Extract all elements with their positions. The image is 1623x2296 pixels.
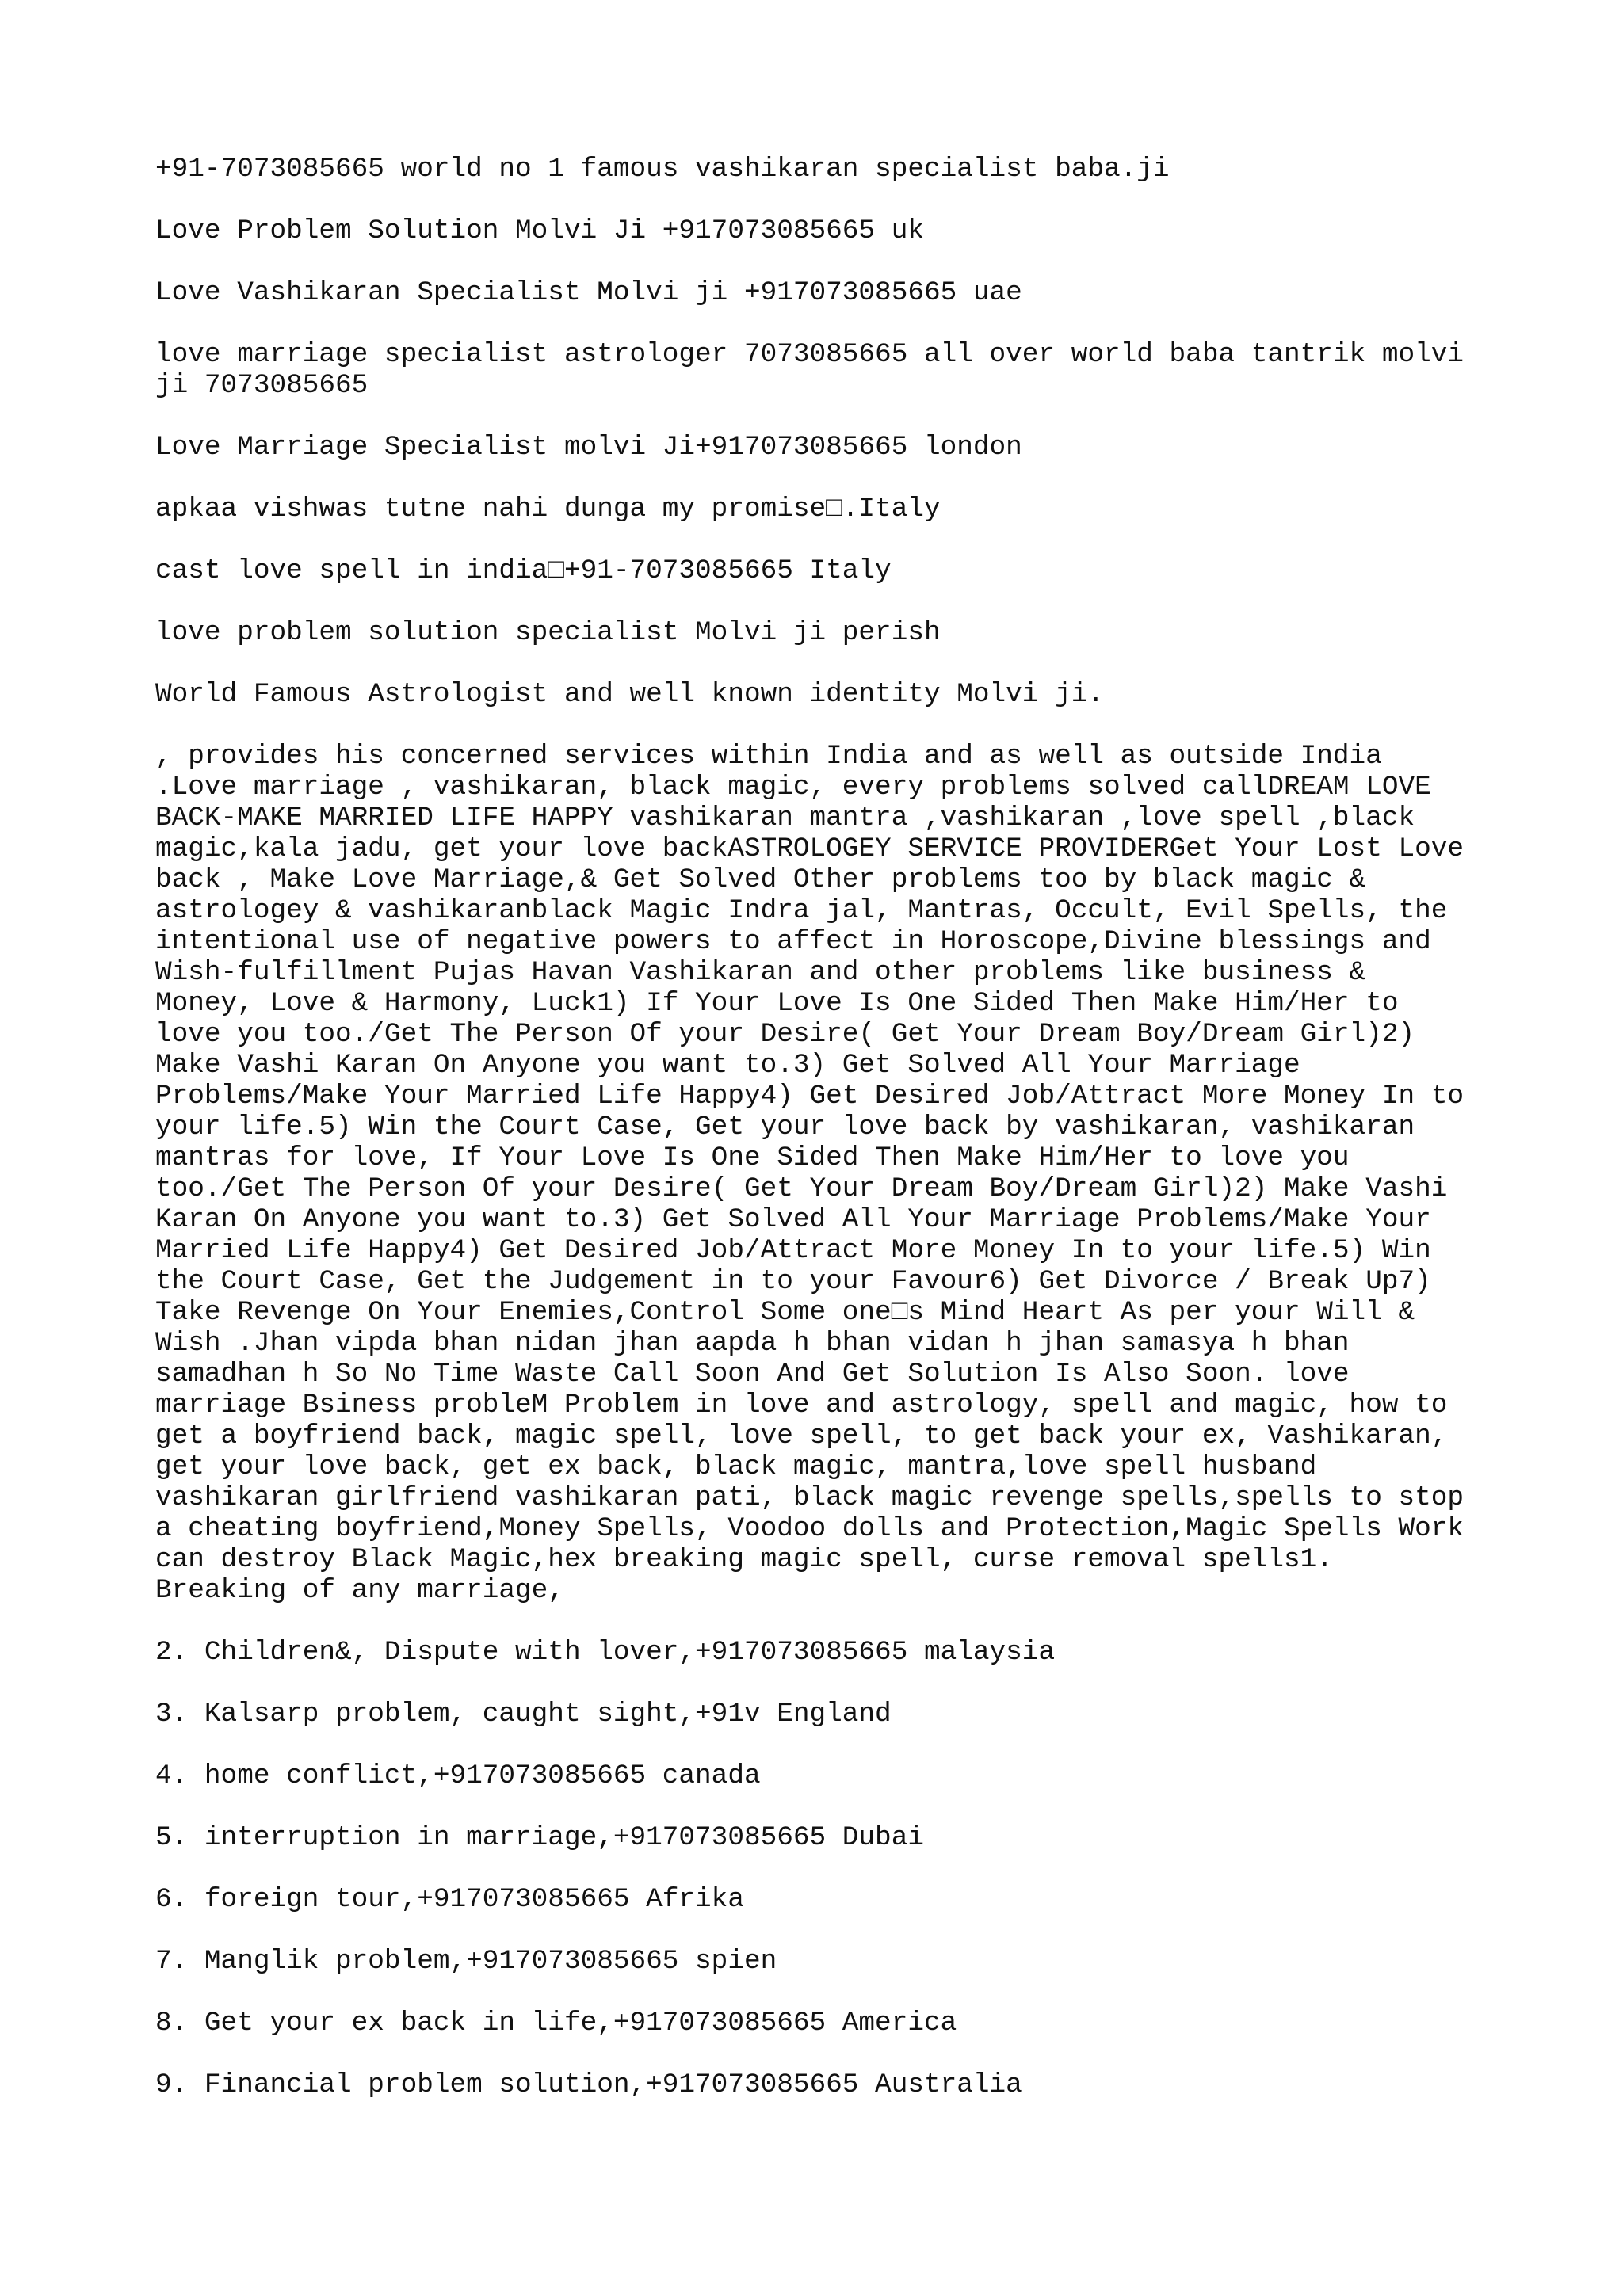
text-line: 4. home conflict,+917073085665 canada bbox=[155, 1760, 761, 1791]
paragraph bbox=[155, 215, 1464, 246]
text-line: +91-7073085665 world no 1 famous vashikaran specialist baba.ji bbox=[155, 154, 1170, 185]
text-line: cast love spell in india□+91-7073085665 Italy bbox=[155, 555, 892, 586]
text-line: , provides his concerned services within India and as well as outside India bbox=[155, 741, 1382, 772]
numbered-list-item bbox=[155, 2008, 1464, 2039]
numbered-list-item bbox=[155, 1884, 1464, 1915]
paragraph bbox=[155, 617, 1464, 648]
text-line: 5. interruption in marriage,+917073085665 Dubai bbox=[155, 1822, 924, 1853]
paragraph bbox=[155, 277, 1464, 308]
paragraph bbox=[155, 154, 1464, 185]
text-line: Breaking of any marriage, bbox=[155, 1575, 564, 1606]
text-line: love you too./Get The Person Of your Desire( Get Your Dream Boy/Dream Girl)2) bbox=[155, 1019, 1415, 1050]
text-line: 3. Kalsarp problem, caught sight,+91v England bbox=[155, 1699, 892, 1730]
text-line: Wish .Jhan vipda bhan nidan jhan aapda h bhan vidan h jhan samasya h bhan bbox=[155, 1328, 1350, 1359]
text-line: samadhan h So No Time Waste Call Soon And Get Solution Is Also Soon. love bbox=[155, 1359, 1350, 1390]
text-line: love problem solution specialist Molvi ji perish bbox=[155, 617, 941, 648]
document-body bbox=[155, 154, 1464, 2131]
numbered-list-item bbox=[155, 2069, 1464, 2100]
text-line: apkaa vishwas tutne nahi dunga my promise□.Italy bbox=[155, 494, 941, 524]
text-line: Karan On Anyone you want to.3) Get Solved All Your Marriage Problems/Make Your bbox=[155, 1204, 1431, 1235]
text-line: magic,kala jadu, get your love backASTROLOGEY SERVICE PROVIDERGet Your Lost Love bbox=[155, 833, 1465, 864]
paragraph bbox=[155, 494, 1464, 524]
text-line: astrologey & vashikaranblack Magic Indra jal, Mantras, Occult, Evil Spells, the bbox=[155, 895, 1448, 926]
text-line: intentional use of negative powers to affect in Horoscope,Divine blessings and bbox=[155, 926, 1431, 957]
text-line: Married Life Happy4) Get Desired Job/Attract More Money In to your life.5) Win bbox=[155, 1235, 1431, 1266]
text-line: 9. Financial problem solution,+917073085665 Australia bbox=[155, 2069, 1022, 2100]
text-line: Love Vashikaran Specialist Molvi ji +917073085665 uae bbox=[155, 277, 1022, 308]
text-line: ji 7073085665 bbox=[155, 370, 369, 401]
text-line: can destroy Black Magic,hex breaking magic spell, curse removal spells1. bbox=[155, 1544, 1333, 1575]
paragraph bbox=[155, 555, 1464, 586]
body-paragraph bbox=[155, 741, 1464, 1606]
paragraph bbox=[155, 679, 1464, 710]
numbered-list-item bbox=[155, 1946, 1464, 1977]
numbered-list-item bbox=[155, 1760, 1464, 1791]
text-line: Money, Love & Harmony, Luck1) If Your Love Is One Sided Then Make Him/Her to bbox=[155, 988, 1399, 1019]
text-line: vashikaran girlfriend vashikaran pati, black magic revenge spells,spells to stop bbox=[155, 1482, 1465, 1513]
text-line: Take Revenge On Your Enemies,Control Some one□s Mind Heart As per your Will & bbox=[155, 1297, 1415, 1328]
text-line: Make Vashi Karan On Anyone you want to.3) Get Solved All Your Marriage bbox=[155, 1050, 1300, 1081]
paragraph bbox=[155, 432, 1464, 463]
paragraph bbox=[155, 339, 1464, 401]
text-line: 7. Manglik problem,+917073085665 spien bbox=[155, 1946, 777, 1977]
text-line: Wish-fulfillment Pujas Havan Vashikaran and other problems like business & bbox=[155, 957, 1366, 988]
text-line: get a boyfriend back, magic spell, love spell, to get back your ex, Vashikaran, bbox=[155, 1421, 1448, 1451]
numbered-list-item bbox=[155, 1637, 1464, 1668]
text-line: too./Get The Person Of your Desire( Get Your Dream Boy/Dream Girl)2) Make Vashi bbox=[155, 1173, 1448, 1204]
text-line: Love Marriage Specialist molvi Ji+917073085665 london bbox=[155, 432, 1022, 463]
numbered-list-item bbox=[155, 1822, 1464, 1853]
text-line: the Court Case, Get the Judgement in to your Favour6) Get Divorce / Break Up7) bbox=[155, 1266, 1431, 1297]
text-line: World Famous Astrologist and well known identity Molvi ji. bbox=[155, 679, 1104, 710]
text-line: mantras for love, If Your Love Is One Sided Then Make Him/Her to love you bbox=[155, 1142, 1350, 1173]
text-line: back , Make Love Marriage,& Get Solved Other problems too by black magic & bbox=[155, 864, 1366, 895]
text-line: Problems/Make Your Married Life Happy4) Get Desired Job/Attract More Money In to bbox=[155, 1081, 1465, 1112]
text-line: Love Problem Solution Molvi Ji +917073085665 uk bbox=[155, 215, 924, 246]
numbered-list-item bbox=[155, 1699, 1464, 1730]
text-line: love marriage specialist astrologer 7073085665 all over world baba tantrik molvi bbox=[155, 339, 1465, 370]
text-line: your life.5) Win the Court Case, Get your love back by vashikaran, vashikaran bbox=[155, 1112, 1415, 1142]
text-line: 6. foreign tour,+917073085665 Afrika bbox=[155, 1884, 744, 1915]
text-line: .Love marriage , vashikaran, black magic, every problems solved callDREAM LOVE bbox=[155, 772, 1431, 803]
text-line: 8. Get your ex back in life,+917073085665 America bbox=[155, 2008, 957, 2039]
text-line: 2. Children&, Dispute with lover,+917073085665 malaysia bbox=[155, 1637, 1056, 1668]
text-line: marriage Bsiness probleM Problem in love and astrology, spell and magic, how to bbox=[155, 1390, 1448, 1421]
text-line: get your love back, get ex back, black magic, mantra,love spell husband bbox=[155, 1451, 1317, 1482]
text-line: BACK-MAKE MARRIED LIFE HAPPY vashikaran mantra ,vashikaran ,love spell ,black bbox=[155, 803, 1415, 833]
text-line: a cheating boyfriend,Money Spells, Voodoo dolls and Protection,Magic Spells Work bbox=[155, 1513, 1465, 1544]
